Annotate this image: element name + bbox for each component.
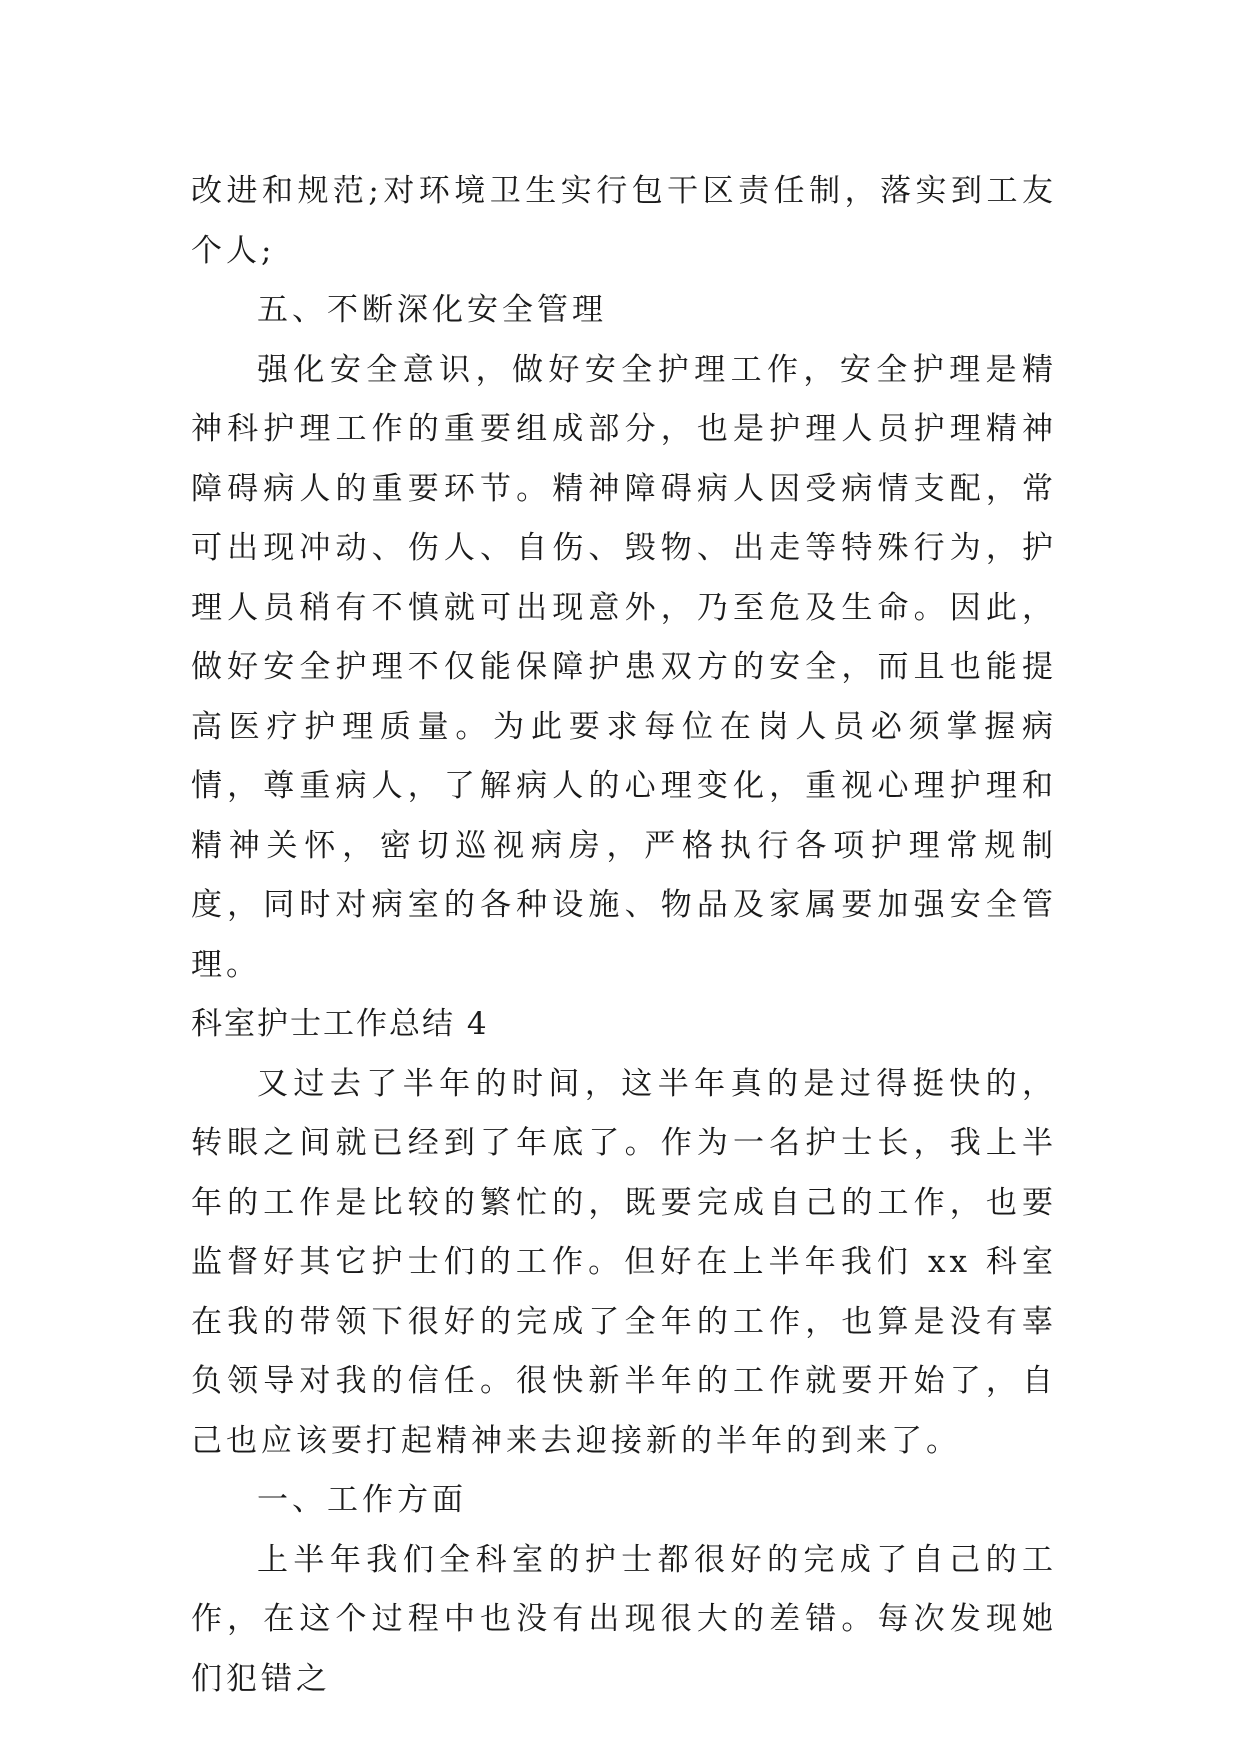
paragraph-continuation: 改进和规范;对环境卫生实行包干区责任制，落实到工友个人;	[191, 173, 1057, 269]
document-page	[191, 162, 1057, 1709]
section-heading-one: 一、工作方面	[257, 1482, 467, 1518]
paragraph-work-aspect: 上半年我们全科室的护士都很好的完成了自己的工作，在这个过程中也没有出现很大的差错。每次发现她们犯错之	[191, 1541, 1057, 1697]
section-heading-five: 五、不断深化安全管理	[257, 292, 607, 328]
document-title: 科室护士工作总结 4	[191, 1006, 489, 1042]
paragraph-intro: 又过去了半年的时间，这半年真的是过得挺快的，转眼之间就已经到了年底了。作为一名护士长，我上半年的工作是比较的繁忙的，既要完成自己的工作，也要监督好其它护士们的工作。但好在上半年我们 xx 科室在我的带领下很好的完成了全年的工作，也算是没有辜负领导对我的信任。很快新半年的工作就要开始了，自己也应该要打起精神来去迎接新的半年的到来了。	[191, 1065, 1057, 1459]
paragraph-safety-management: 强化安全意识，做好安全护理工作，安全护理是精神科护理工作的重要组成部分，也是护理人员护理精神障碍病人的重要环节。精神障碍病人因受病情支配，常可出现冲动、伤人、自伤、毁物、出走等特殊行为，护理人员稍有不慎就可出现意外，乃至危及生命。因此，做好安全护理不仅能保障护患双方的安全，而且也能提高医疗护理质量。为此要求每位在岗人员必须掌握病情，尊重病人，了解病人的心理变化，重视心理护理和精神关怀，密切巡视病房，严格执行各项护理常规制度，同时对病室的各种设施、物品及家属要加强安全管理。	[191, 351, 1057, 983]
